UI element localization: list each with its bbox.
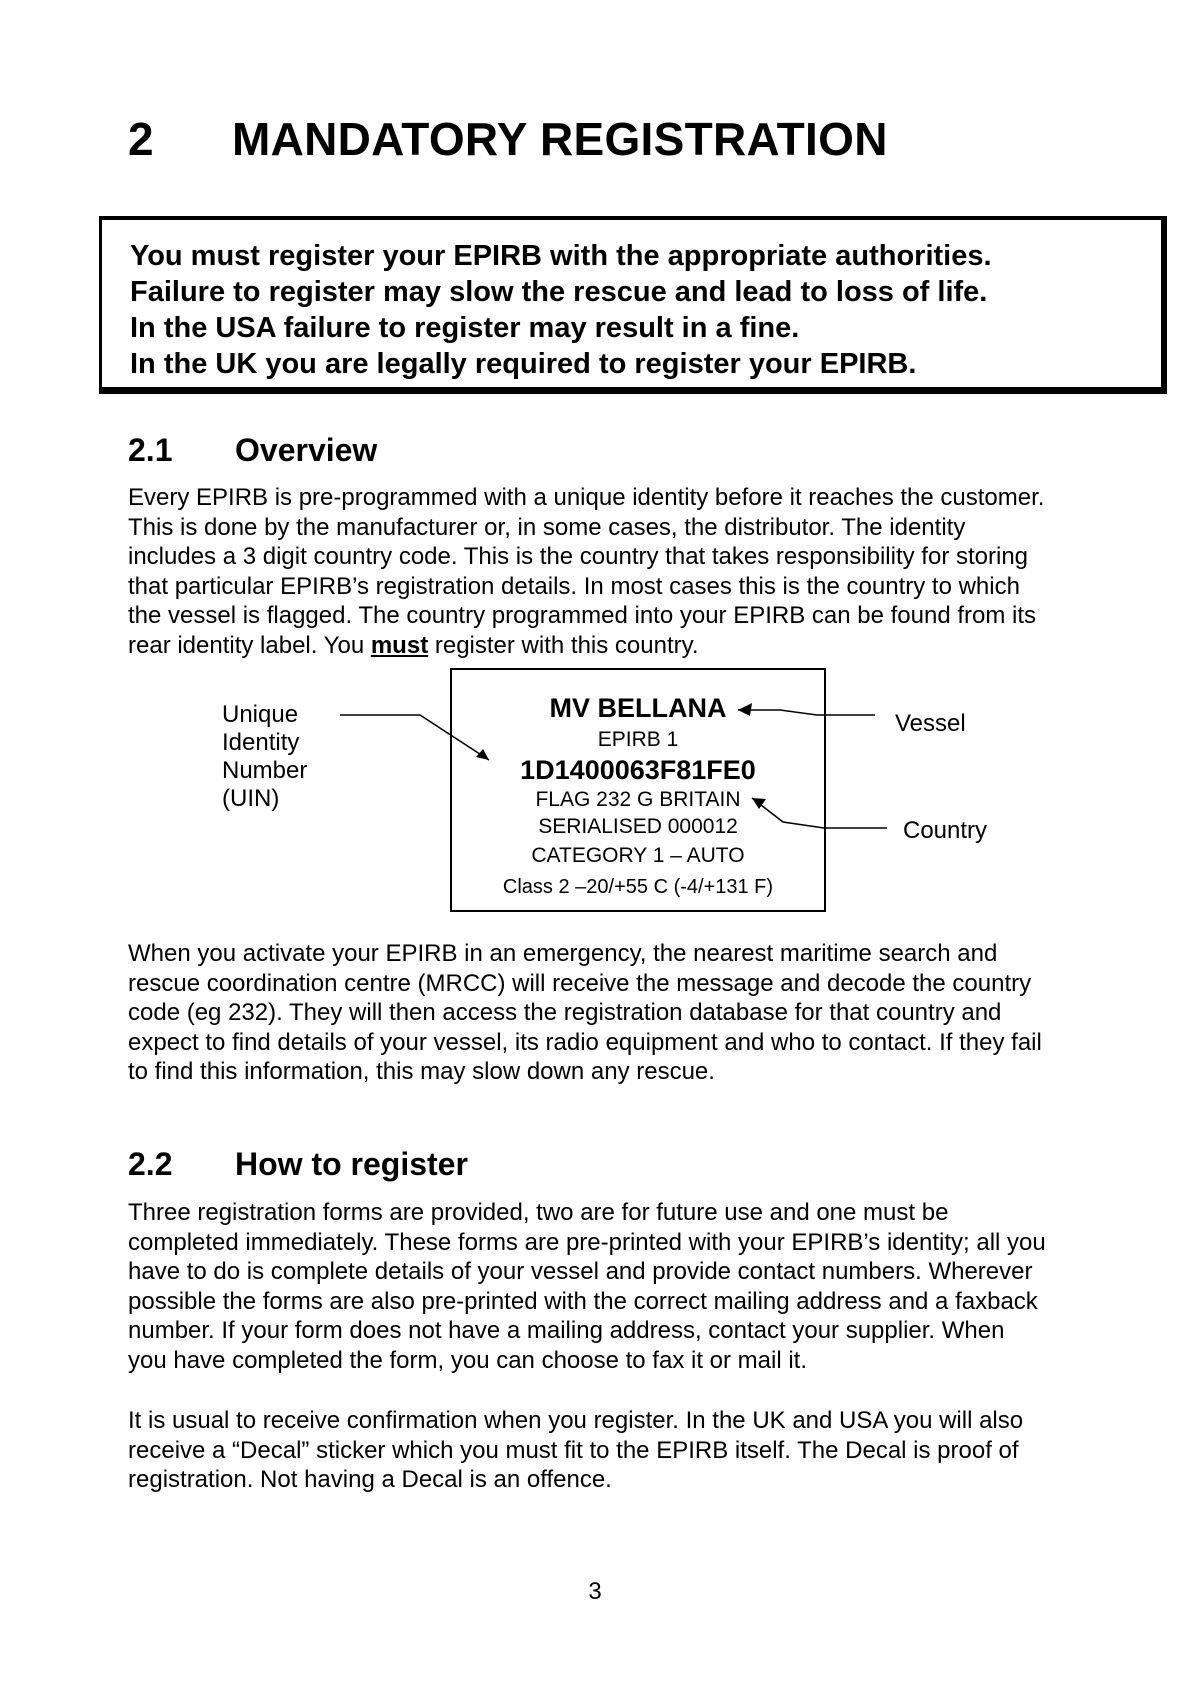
section-title: How to register — [235, 1146, 468, 1182]
flag-line: FLAG 232 G BRITAIN — [535, 788, 741, 811]
vessel-label: Vessel — [895, 710, 966, 737]
emphasis-must: must — [370, 631, 429, 659]
text-line: This is done by the manufacturer or, in some cases, the distributor. The identity — [128, 513, 966, 541]
how-to-register-heading — [128, 1146, 468, 1183]
chapter-number: 2 — [128, 113, 154, 165]
chapter-title: MANDATORY REGISTRATION — [232, 113, 888, 165]
page-number: 3 — [588, 1578, 602, 1605]
uin-label-line: (UIN) — [222, 785, 280, 812]
text-line: that particular EPIRB’s registration details. In most cases this is the country to which — [128, 572, 1020, 600]
text-line: code (eg 232). They will then access the registration database for that country and — [128, 999, 1002, 1026]
text-line: the vessel is flagged. The country programmed into your EPIRB can be found from its — [128, 602, 1037, 629]
vessel-arrowhead — [738, 703, 752, 716]
text-line: rescue coordination centre (MRCC) will receive the message and decode the country — [128, 969, 1032, 997]
how-to-paragraph-1 — [128, 1198, 1148, 1375]
text-line: you have completed the form, you can choose to fax it or mail it. — [128, 1346, 808, 1374]
section-number: 2.2 — [128, 1146, 173, 1182]
warning-line: In the USA failure to register may result in a fine. — [130, 312, 800, 344]
text-line: includes a 3 digit country code. This is the country that takes responsibility for storing — [128, 543, 1029, 570]
text-line: Every EPIRB is pre-programmed with a unique identity before it reaches the customer. — [128, 484, 1045, 511]
warning-line: In the UK you are legally required to register your EPIRB. — [130, 348, 917, 380]
text-line: have to do is complete details of your vessel and provide contact numbers. Wherever — [128, 1258, 1033, 1285]
text-line: possible the forms are also pre-printed with the correct mailing address and a faxback — [128, 1287, 1038, 1315]
section-number: 2.1 — [128, 432, 173, 468]
text-line: completed immediately. These forms are pre-printed with your EPIRB’s identity; all you — [128, 1228, 1046, 1256]
uin-label-line: Number — [222, 757, 308, 784]
vessel-leader-line — [738, 710, 875, 715]
how-to-paragraph-2 — [128, 1406, 1148, 1495]
section-title: Overview — [235, 432, 378, 468]
country-leader-line — [752, 798, 887, 828]
class-line: Class 2 –20/+55 C (-4/+131 F) — [502, 876, 774, 898]
warning-line: You must register your EPIRB with the appropriate authorities. — [130, 240, 992, 272]
category-line: CATEGORY 1 – AUTO — [531, 844, 745, 867]
vessel-name: MV BELLANA — [549, 693, 727, 723]
uin-label-line: Unique — [222, 701, 299, 728]
uin-leader-line — [340, 715, 489, 760]
uin-code: 1D1400063F81FE0 — [520, 755, 756, 785]
activation-paragraph — [128, 939, 1148, 1087]
uin-arrowhead — [476, 749, 489, 760]
text-line: Three registration forms are provided, two are for future use and one must be — [128, 1199, 949, 1226]
epirb-number: EPIRB 1 — [597, 728, 679, 751]
uin-label-line: Identity — [222, 729, 300, 756]
country-label: Country — [903, 817, 988, 844]
text-line: number. If your form does not have a mailing address, contact your supplier. When — [128, 1317, 1005, 1344]
text-line: It is usual to receive confirmation when you register. In the UK and USA you will also — [128, 1407, 1024, 1434]
warning-line: Failure to register may slow the rescue and lead to loss of life. — [130, 276, 988, 308]
text-fragment: rear identity label. You — [128, 631, 371, 659]
text-line: to find this information, this may slow down any rescue. — [128, 1058, 715, 1085]
text-line: When you activate your EPIRB in an emergency, the nearest maritime search and — [128, 940, 998, 967]
text-fragment: register with this country. — [428, 631, 699, 659]
text-line: registration. Not having a Decal is an offence. — [128, 1466, 612, 1493]
text-line: expect to find details of your vessel, its radio equipment and who to contact. If they fail — [128, 1028, 1042, 1056]
serial-line: SERIALISED 000012 — [538, 815, 738, 838]
text-line: receive a “Decal” sticker which you must fit to the EPIRB itself. The Decal is proof of — [128, 1436, 1019, 1464]
